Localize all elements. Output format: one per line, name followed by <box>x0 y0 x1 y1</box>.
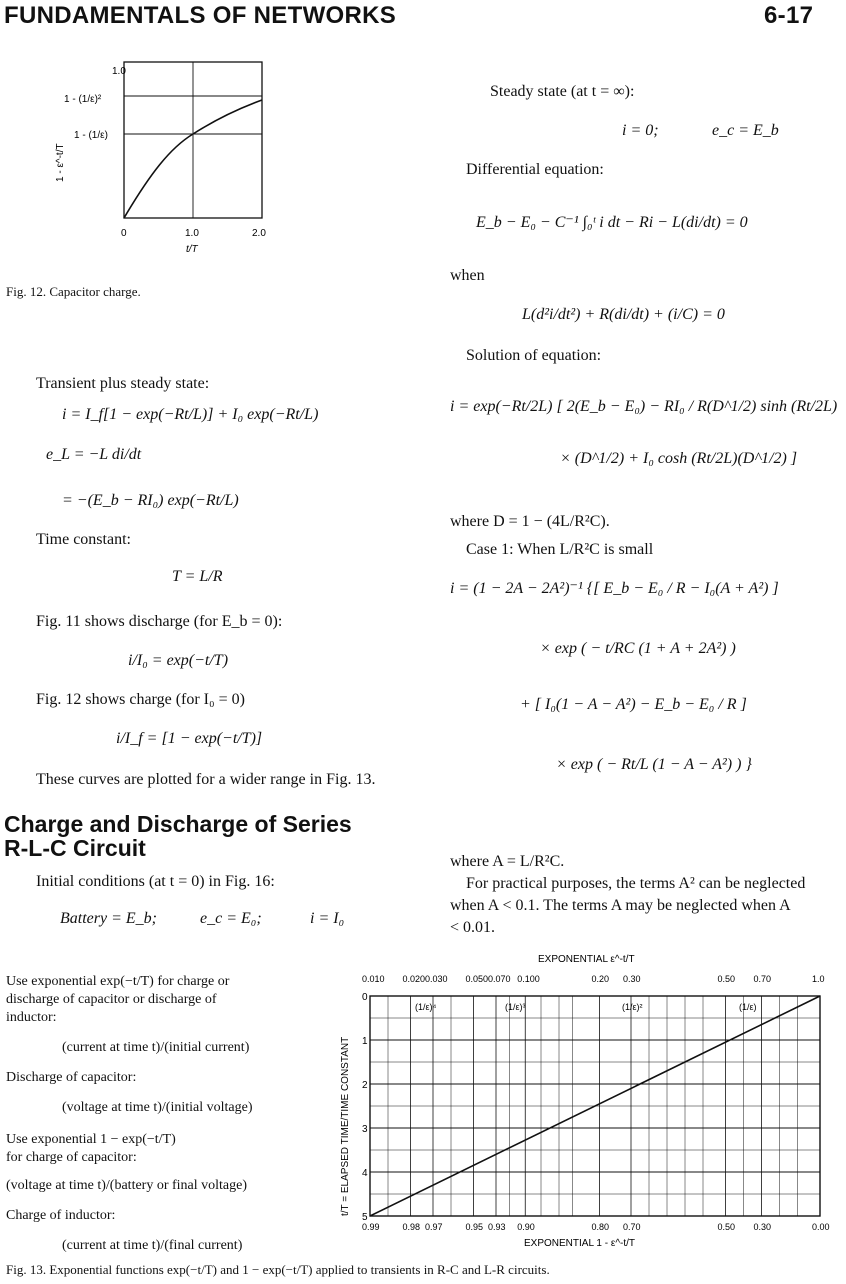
fig12-xtick-0: 0 <box>121 228 127 239</box>
eq-case1-line2: × exp ( − t/RC (1 + A + 2A²) ) <box>540 640 736 657</box>
text-transient-steady: Transient plus steady state: <box>36 375 210 392</box>
eq-case1-line3: + [ I₀(1 − A − A²) − E_b − E₀ / R ] <box>520 696 747 713</box>
text-final-current: (current at time t)/(final current) <box>62 1238 243 1253</box>
text-use-exp-2: discharge of capacitor or discharge of <box>6 992 217 1007</box>
text-use-one-minus: Use exponential 1 − exp(−t/T) <box>6 1132 176 1147</box>
text-charge-capacitor: for charge of capacitor: <box>6 1150 137 1165</box>
fig12-caption: Fig. 12. Capacitor charge. <box>6 284 141 299</box>
eq-solution-line1: i = exp(−Rt/2L) [ 2(E_b − E₀) − RI₀ / R(D^1/2) sinh (Rt/2L) <box>450 398 838 415</box>
running-header-title: FUNDAMENTALS OF NETWORKS <box>4 2 397 29</box>
text-where-d: where D = 1 − (4L/R²C). <box>450 513 610 530</box>
text-use-exp-3: inductor: <box>6 1010 57 1025</box>
text-discharge-capacitor: Discharge of capacitor: <box>6 1070 137 1085</box>
fig12-capacitor-charge-plot <box>30 56 290 266</box>
fig13-bottom-tick: 0.30 <box>753 1222 772 1232</box>
eq-steady-voltage: e_c = E_b <box>712 122 779 139</box>
fig12-yaxis-label: 1 - ε^-t/T <box>55 143 66 182</box>
text-practical: For practical purposes, the terms A² can be neglected <box>466 875 806 892</box>
text-wider-range: These curves are plotted for a wider range in Fig. 13. <box>36 771 376 788</box>
eq-case1-line4: × exp ( − Rt/L (1 − A − A²) ) } <box>556 756 752 773</box>
eq-time-constant: T = L/R <box>172 568 223 585</box>
text-voltage-ratio: (voltage at time t)/(initial voltage) <box>62 1100 253 1115</box>
section-heading-line1: Charge and Discharge of Series <box>4 811 352 837</box>
text-when: when <box>450 267 485 284</box>
fig13-bottom-title: EXPONENTIAL 1 - ε^-t/T <box>524 1238 636 1249</box>
fig12-ytick-top: 1.0 <box>112 66 126 77</box>
eq-case1-line1: i = (1 − 2A − 2A²)⁻¹ {[ E_b − E₀ / R − I₀(A + A²) ] <box>450 580 779 597</box>
fig13-top-tick: 0.070 <box>488 974 511 984</box>
fig13-top-tick: 0.010 <box>362 974 385 984</box>
fig13-curve-label: (1/ε)² <box>622 1002 643 1012</box>
text-fig11-discharge: Fig. 11 shows discharge (for E_b = 0): <box>36 613 283 630</box>
fig13-top-tick: 0.100 <box>517 974 540 984</box>
fig12-xaxis-label: t/T <box>186 244 198 255</box>
fig13-ytick-5: 5 <box>362 1212 368 1223</box>
fig13-top-tick: 1.0 <box>812 974 825 984</box>
fig13-bottom-tick: 0.50 <box>717 1222 736 1232</box>
eq-inductor-voltage: e_L = −L di/dt <box>46 446 142 463</box>
fig13-ytick-4: 4 <box>362 1168 368 1179</box>
fig13-bottom-tick: 0.93 <box>488 1222 506 1232</box>
eq-inductor-voltage-2: = −(E_b − RI₀) exp(−Rt/L) <box>62 492 239 509</box>
eq-solution-line2: × (D^1/2) + I₀ cosh (Rt/2L)(D^1/2) ] <box>560 450 798 467</box>
fig13-bottom-tick: 0.00 <box>812 1222 830 1232</box>
fig12-xtick-2: 2.0 <box>252 228 266 239</box>
text-steady-state: Steady state (at t = ∞): <box>490 83 635 100</box>
fig12-xtick-1: 1.0 <box>185 228 199 239</box>
fig13-top-tick: 0.70 <box>753 974 772 984</box>
eq-current-initial: i = I₀ <box>310 910 345 927</box>
text-time-constant: Time constant: <box>36 531 131 548</box>
fig13-curve-label: (1/ε)⁴ <box>415 1002 437 1012</box>
fig13-top-tick: 0.30 <box>623 974 641 984</box>
fig13-bottom-tick: 0.80 <box>591 1222 610 1232</box>
text-use-exp-1: Use exponential exp(−t/T) for charge or <box>6 974 230 989</box>
fig13-top-title: EXPONENTIAL ε^-t/T <box>538 954 635 965</box>
text-differential-equation: Differential equation: <box>466 161 604 178</box>
text-charge-inductor: Charge of inductor: <box>6 1208 116 1223</box>
fig13-ytick-3: 3 <box>362 1124 368 1135</box>
fig13-ytick-2: 2 <box>362 1080 368 1091</box>
text-case-1: Case 1: When L/R²C is small <box>466 541 654 558</box>
fig13-yaxis-label: t/T = ELAPSED TIME/TIME CONSTANT <box>340 1036 351 1216</box>
text-initial-conditions: Initial conditions (at t = 0) in Fig. 16: <box>36 873 275 890</box>
fig13-bottom-tick: 0.70 <box>623 1222 641 1232</box>
eq-capacitor-initial: e_c = E₀; <box>200 910 262 927</box>
fig12-level-label-1: 1 - (1/ε)² <box>64 94 102 105</box>
fig13-bottom-tick: 0.99 <box>362 1222 380 1232</box>
fig13-top-tick: 0.20 <box>591 974 610 984</box>
fig13-ytick-1: 1 <box>362 1036 368 1047</box>
fig13-bottom-tick: 0.97 <box>425 1222 443 1232</box>
text-neglect: when A < 0.1. The terms A may be neglected when A <box>450 897 791 914</box>
page-number: 6-17 <box>764 2 814 29</box>
eq-transient-current: i = I_f[1 − exp(−Rt/L)] + I₀ exp(−Rt/L) <box>62 406 319 423</box>
fig13-top-tick: 0.50 <box>717 974 736 984</box>
section-heading-line2: R-L-C Circuit <box>4 835 146 861</box>
fig13-curve-label: (1/ε)³ <box>505 1002 526 1012</box>
fig13-bottom-tick: 0.98 <box>402 1222 421 1232</box>
text-neglect-2: < 0.01. <box>450 919 496 936</box>
fig13-curve-label: (1/ε) <box>739 1002 757 1012</box>
eq-battery: Battery = E_b; <box>60 910 157 927</box>
eq-second-order: L(d²i/dt²) + R(di/dt) + (i/C) = 0 <box>522 306 725 323</box>
eq-differential: E_b − E₀ − C⁻¹ ∫₀ᵗ i dt − Ri − L(di/dt) = 0 <box>476 214 748 231</box>
fig13-exponential-chart <box>330 946 830 1258</box>
fig13-top-tick: 0.050 <box>465 974 489 984</box>
fig12-level-label-2: 1 - (1/ε) <box>74 130 108 141</box>
fig13-caption: Fig. 13. Exponential functions exp(−t/T) and 1 − exp(−t/T) applied to transients in R-C and L-R circuits. <box>6 1262 550 1277</box>
eq-discharge: i/I₀ = exp(−t/T) <box>128 652 229 669</box>
fig13-ytick-0: 0 <box>362 992 368 1003</box>
text-solution: Solution of equation: <box>466 347 602 364</box>
fig13-top-tick: 0.030 <box>425 974 448 984</box>
text-current-ratio: (current at time t)/(initial current) <box>62 1040 250 1055</box>
eq-charge: i/I_f = [1 − exp(−t/T)] <box>116 730 263 747</box>
fig13-bottom-tick: 0.95 <box>465 1222 484 1232</box>
eq-steady-current: i = 0; <box>622 122 659 139</box>
fig13-top-tick: 0.020 <box>402 974 426 984</box>
text-battery-ratio: (voltage at time t)/(battery or final voltage) <box>6 1178 248 1193</box>
fig13-bottom-tick: 0.90 <box>517 1222 535 1232</box>
text-where-a: where A = L/R²C. <box>450 853 565 870</box>
text-fig12-charge: Fig. 12 shows charge (for I₀ = 0) <box>36 691 245 708</box>
